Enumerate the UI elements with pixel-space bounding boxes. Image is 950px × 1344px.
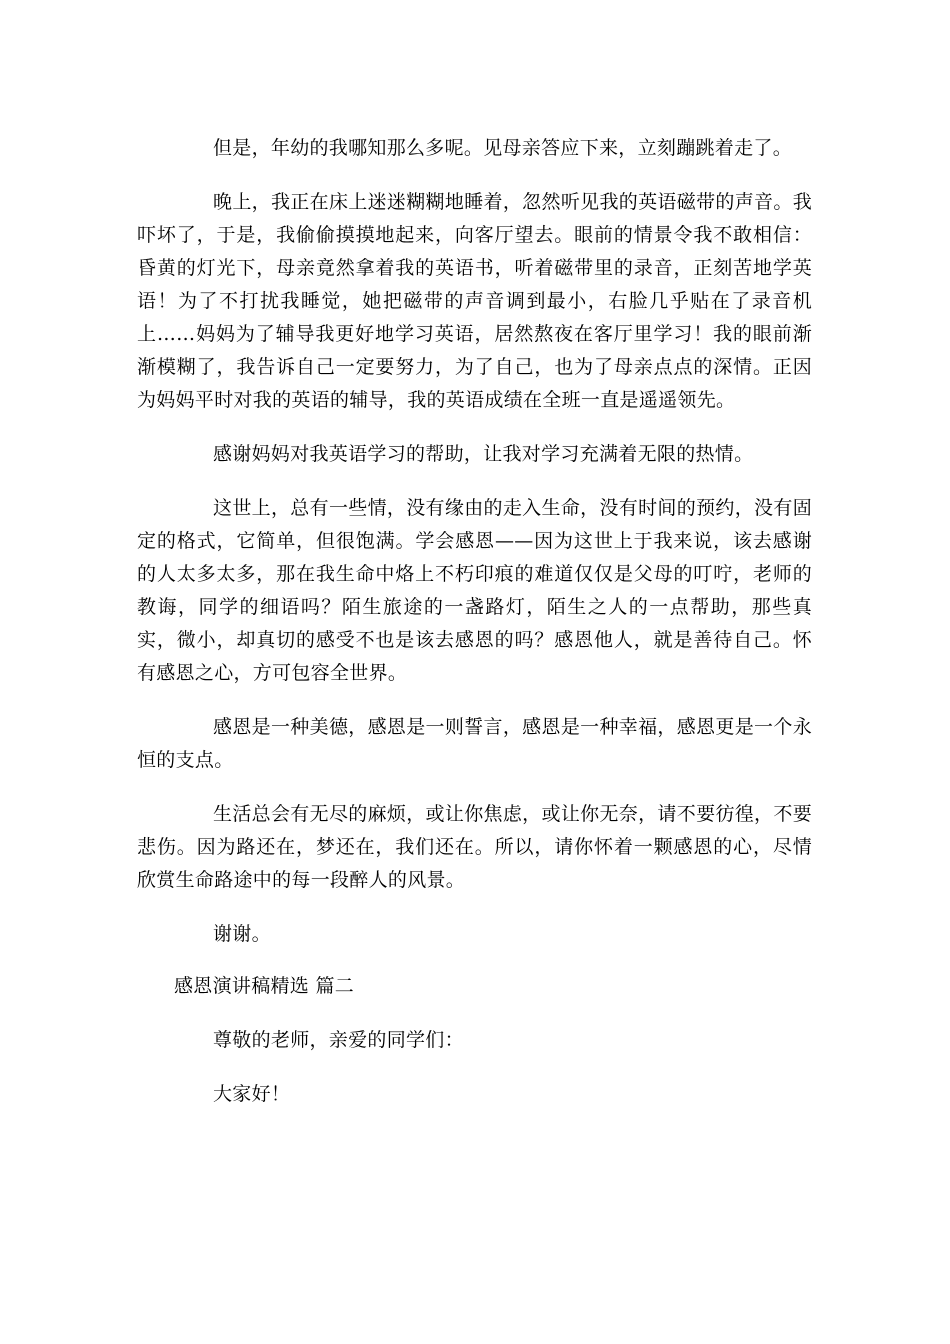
- salutation: 尊敬的老师，亲爱的同学们：: [213, 1029, 464, 1051]
- paragraph: 感谢妈妈对我英语学习的帮助，让我对学习充满着无限的热情。: [213, 443, 754, 465]
- greeting: 大家好！: [213, 1083, 291, 1105]
- paragraph: 这世上，总有一些情，没有缘由的走入生命，没有时间的预约，没有固定的格式，它简单，但很饱满。学会感恩——因为这世上于我来说，该去感谢的人太多太多，那在我生命中烙上不朽印痕的难道仅仅是父母的叮咛，老师的教诲，同学的细语吗？陌生旅途的一盏路灯，陌生之人的一点帮助，那些真实，微小，却真切的感受不也是该去感恩的吗？感恩他人，就是善待自己。怀有感恩之心，方可包容全世界。: [137, 497, 812, 684]
- paragraph: 但是，年幼的我哪知那么多呢。见母亲答应下来，立刻蹦跳着走了。: [213, 137, 793, 159]
- paragraph: 生活总会有无尽的麻烦，或让你焦虑，或让你无奈，请不要彷徨，不要悲伤。因为路还在，梦还在，我们还在。所以，请你怀着一颗感恩的心，尽情欣赏生命路途中的每一段醉人的风景。: [137, 803, 812, 891]
- paragraph-closing: 谢谢。: [213, 923, 271, 945]
- section-heading: 感恩演讲稿精选 篇二: [174, 975, 355, 997]
- paragraph: 感恩是一种美德，感恩是一则誓言，感恩是一种幸福，感恩更是一个永恒的支点。: [137, 716, 812, 771]
- document-body: [137, 132, 812, 1111]
- paragraph: 晚上，我正在床上迷迷糊糊地睡着，忽然听见我的英语磁带的声音。我吓坏了，于是，我偷偷摸摸地起来，向客厅望去。眼前的情景令我不敢相信：昏黄的灯光下，母亲竟然拿着我的英语书，听着磁带里的录音，正刻苦地学英语！为了不打扰我睡觉，她把磁带的声音调到最小，右脸几乎贴在了录音机上……妈妈为了辅导我更好地学习英语，居然熬夜在客厅里学习！我的眼前渐渐模糊了，我告诉自己一定要努力，为了自己，也为了母亲点点的深情。正因为妈妈平时对我的英语的辅导，我的英语成绩在全班一直是遥遥领先。: [137, 191, 812, 411]
